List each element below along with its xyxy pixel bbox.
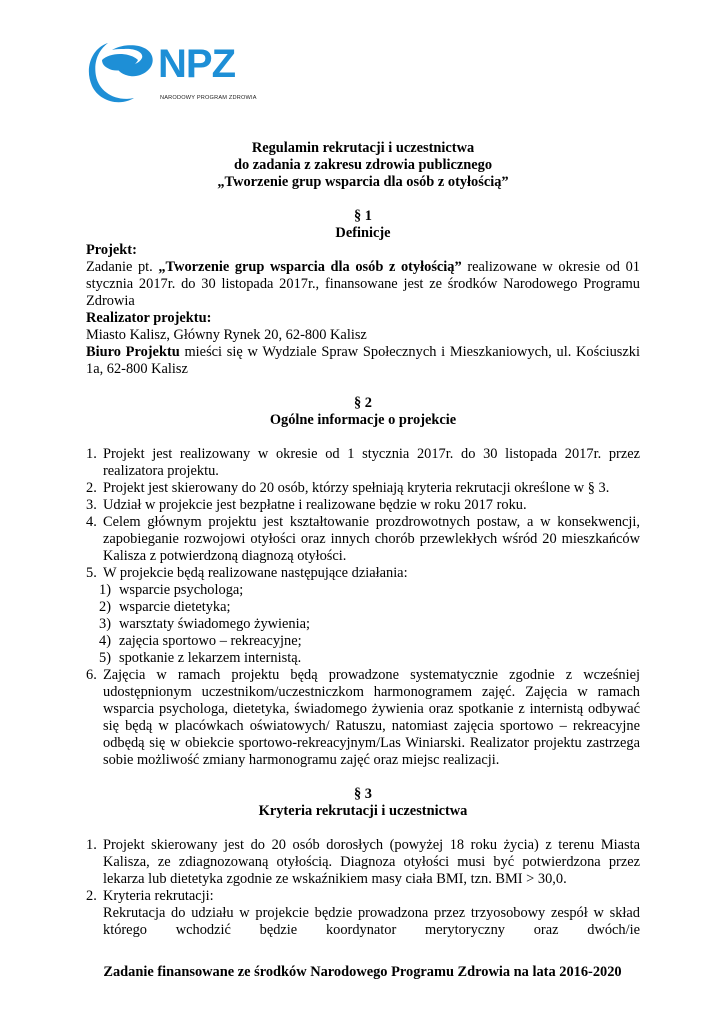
list-item: 3. Udział w projekcie jest bezpłatne i realizowane będzie w roku 2017 roku. <box>86 497 527 513</box>
list-item: 4. Celem głównym projektu jest kształtowanie prozdrowotnych postaw, a w konsekwencji, zapobieganie rozwojowi otyłości oraz innych chorób przewlekłych wśród 20 mieszkańców Kalisza z potwierdzoną diagnozą otyłości. <box>86 514 640 564</box>
list-item: 6. Zajęcia w ramach projektu będą prowadzone systematycznie zgodnie z wcześniej udostępnionym uczestnikom/uczestniczkom harmonogramem zajęć. Zajęcia w ramach wsparcia psychologa, dietetyka, świadomego żywienia oraz spotkanie z internistą odbywać się będą w placówkach oświatowych/ Ratuszu, natomiast zajęcia sportowo – rekreacyjne odbędą się w obiekcie sportowo-rekreacyjnym/Las Winiarski. Realizator projektu zastrzega sobie możliwość zmiany harmonogramu zajęć oraz miejsc realizacji. <box>86 667 640 768</box>
document-body <box>86 140 640 939</box>
page-footer: Zadanie finansowane ze środków Narodowego Programu Zdrowia na lata 2016-2020 <box>103 964 622 980</box>
doc-title-line1: Regulamin rekrutacji i uczestnictwa <box>251 140 475 156</box>
section3-mark: § 3 <box>354 786 372 802</box>
realizator-label: Realizator projektu: <box>86 310 212 326</box>
sub-list-item: 3) warsztaty świadomego żywienia; <box>99 616 311 632</box>
section2-heading: Ogólne informacje o projekcie <box>269 412 457 428</box>
biuro-projektu: Biuro Projektu mieści się w Wydziale Spraw Społecznych i Mieszkaniowych, ul. Kościuszki 1a, 62-800 Kalisz <box>86 344 640 377</box>
section1-heading: Definicje <box>335 225 391 241</box>
sub-list-item: 1) wsparcie psychologa; <box>99 582 244 598</box>
list-item: 2. Projekt jest skierowany do 20 osób, którzy spełniają kryteria rekrutacji określone w § 3. <box>86 480 610 496</box>
realizator-text: Miasto Kalisz, Główny Rynek 20, 62-800 Kalisz <box>86 327 367 343</box>
list-item: 1. Projekt jest realizowany w okresie od 1 stycznia 2017r. do 30 listopada 2017r. przez realizatora projektu. <box>86 446 640 479</box>
section2-list <box>86 446 640 769</box>
list-item: 2. Kryteria rekrutacji: <box>86 888 214 904</box>
sub-list-item: 4) zajęcia sportowo – rekreacyjne; <box>99 633 302 649</box>
list-item: 5. W projekcie będą realizowane następujące działania: <box>86 565 408 581</box>
projekt-label: Projekt: <box>86 242 137 258</box>
logo-wordmark: NPZ <box>158 42 235 86</box>
logo-subtitle: NARODOWY PROGRAM ZDROWIA <box>160 95 257 101</box>
projekt-description: Zadanie pt. „Tworzenie grup wsparcia dla osób z otyłością” realizowane w okresie od 01 stycznia 2017r. do 30 listopada 2017r., finansowane jest ze środków Narodowego Programu Zdrowia <box>86 259 640 309</box>
section3-heading: Kryteria rekrutacji i uczestnictwa <box>258 803 468 819</box>
list-item-body: Rekrutacja do udziału w projekcie będzie prowadzona przez trzyosobowy zespół w skład którego wchodzić będzie koordynator merytoryczny oraz dwóch/ie <box>103 905 640 938</box>
section1-mark: § 1 <box>354 208 372 224</box>
doc-title-line3: „Tworzenie grup wsparcia dla osób z otyłością” <box>217 174 509 190</box>
npz-logo <box>86 40 276 106</box>
section3-list <box>86 837 640 939</box>
sub-list-item: 5) spotkanie z lekarzem internistą. <box>99 650 302 666</box>
npz-swoosh-icon <box>86 40 156 106</box>
doc-title-line2: do zadania z zakresu zdrowia publicznego <box>233 157 493 173</box>
section2-mark: § 2 <box>354 395 372 411</box>
sub-list-item: 2) wsparcie dietetyka; <box>99 599 231 615</box>
list-item: 1. Projekt skierowany jest do 20 osób dorosłych (powyżej 18 roku życia) z terenu Miasta Kalisza, ze zdiagnozowaną otyłością. Diagnoza otyłości musi być potwierdzona przez lekarza lub dietetyka zgodnie ze wskaźnikiem masy ciała BMI, tzn. BMI > 30,0. <box>86 837 640 887</box>
